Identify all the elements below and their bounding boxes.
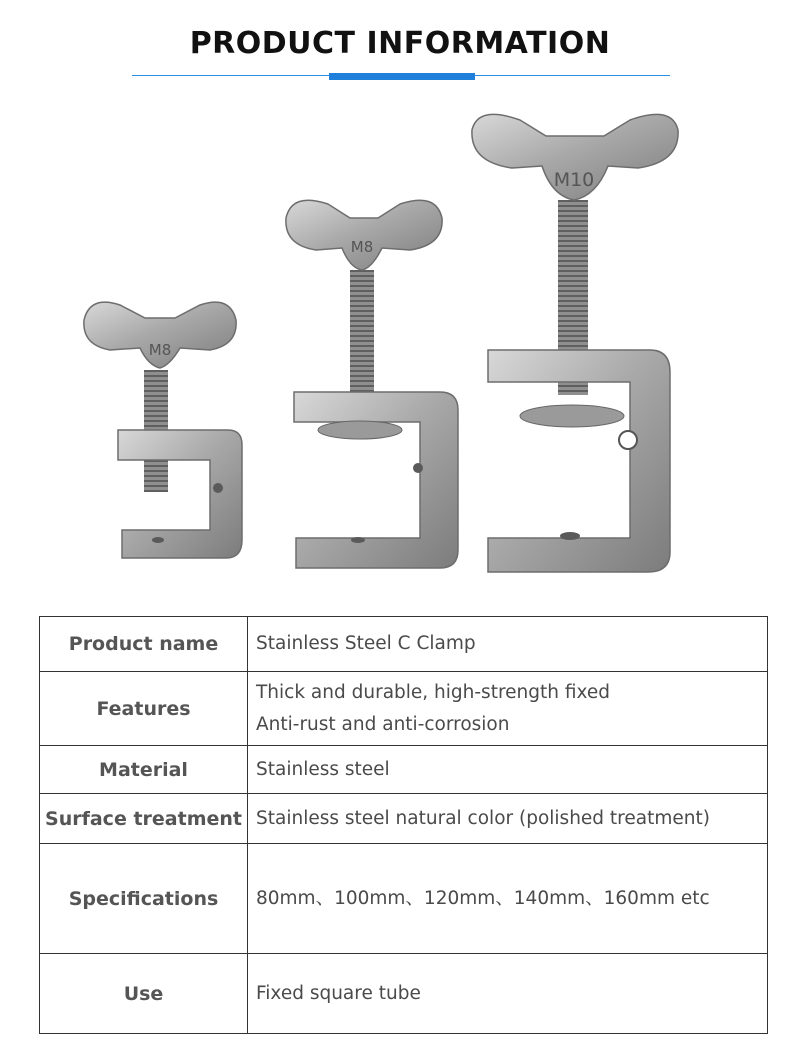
size-label-large: M10 [553, 169, 595, 191]
table-row [40, 746, 768, 794]
size-label-medium: M8 [350, 238, 374, 256]
spec-value: 80mm、100mm、120mm、140mm、160mm etc [248, 844, 768, 954]
size-label-small: M8 [148, 341, 172, 359]
clamp-small [84, 302, 242, 558]
product-photo [60, 100, 740, 590]
spec-value: Fixed square tube [248, 954, 768, 1034]
spec-value [248, 672, 768, 746]
table-row [40, 617, 768, 672]
clamp-large [472, 114, 678, 572]
table-row [40, 954, 768, 1034]
clamp-medium [286, 200, 458, 568]
spec-value: Stainless steel natural color (polished treatment) [248, 794, 768, 844]
spec-value: Stainless Steel C Clamp [248, 617, 768, 672]
title-accent-bar [329, 73, 475, 80]
spec-label: Product name [40, 617, 248, 672]
spec-table [39, 616, 768, 1034]
spec-label: Material [40, 746, 248, 794]
spec-value-line: Thick and durable, high-strength fixed [256, 681, 611, 703]
spec-label: Features [40, 672, 248, 746]
spec-value: Stainless steel [248, 746, 768, 794]
spec-label: Use [40, 954, 248, 1034]
page-title: PRODUCT INFORMATION [189, 26, 611, 61]
table-row [40, 794, 768, 844]
spec-value-line: Anti-rust and anti-corrosion [256, 713, 510, 735]
table-row [40, 844, 768, 954]
spec-label: Surface treatment [40, 794, 248, 844]
spec-label: Specifications [40, 844, 248, 954]
table-row [40, 672, 768, 746]
